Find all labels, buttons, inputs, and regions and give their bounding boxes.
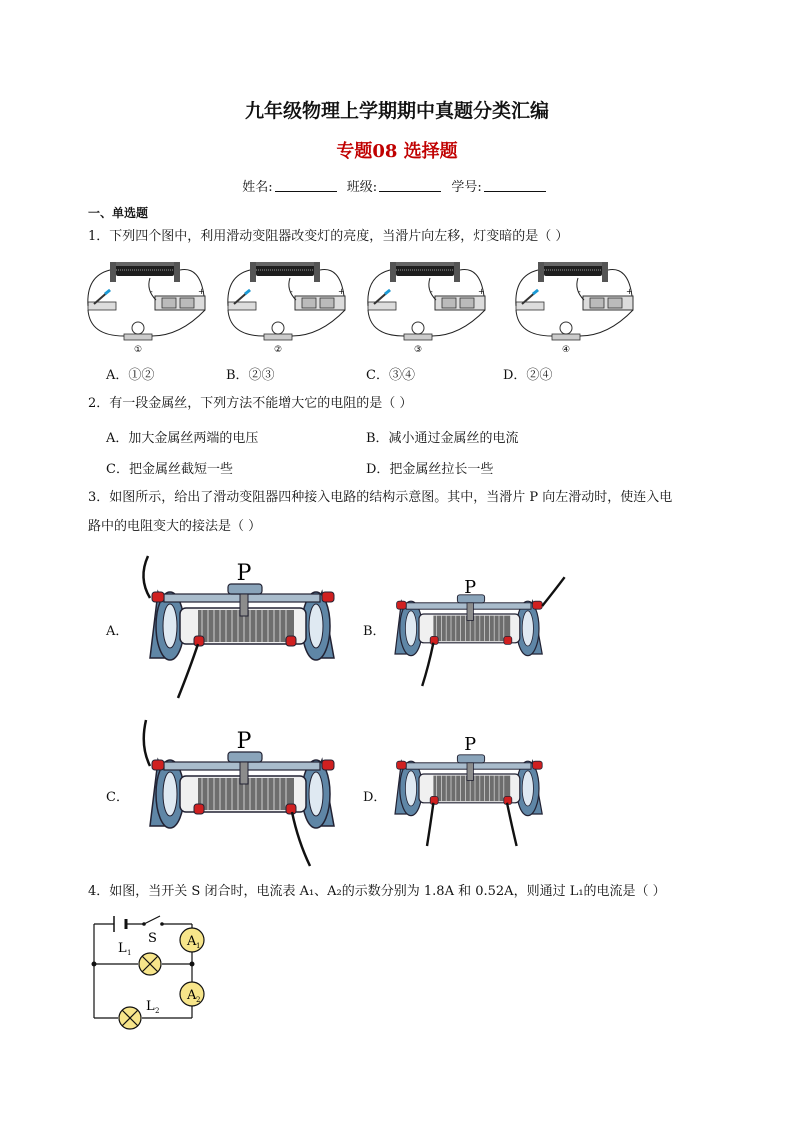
question-2-stem: 2．有一段金属丝，下列方法不能增大它的电阻的是（ ） <box>88 396 413 411</box>
figure-label-3: ③ <box>413 345 423 355</box>
q1-option-b[interactable]: B．②③ <box>226 368 275 383</box>
ammeter-a2-sub: 2 <box>196 996 201 1004</box>
ammeter-a1-label: A <box>187 934 197 949</box>
q2-option-b[interactable]: B．减小通过金属丝的电流 <box>366 431 519 446</box>
q3-option-d[interactable]: D． <box>363 790 387 805</box>
lamp-l2-sub: 2 <box>155 1007 160 1015</box>
id-blank <box>484 179 546 192</box>
question-3-stem-line1: 3．如图所示，给出了滑动变阻器四种接入电路的结构示意图。其中，当滑片 P 向左滑动时，使连入电 <box>88 490 673 505</box>
name-label: 姓名: <box>242 180 273 195</box>
q2-option-d[interactable]: D．把金属丝拉长一些 <box>366 462 494 477</box>
switch-label: S <box>148 931 157 946</box>
lamp-l2-label: L <box>146 999 155 1014</box>
rheostat-d <box>395 735 542 846</box>
ammeter-a2-label: A <box>187 988 197 1003</box>
q1-option-c[interactable]: C．③④ <box>366 368 415 383</box>
figure-label-2: ② <box>273 345 283 355</box>
q3-option-b[interactable]: B． <box>363 624 386 639</box>
figure-label-1: ① <box>133 345 143 355</box>
student-info <box>0 176 794 195</box>
ammeter-a1-sub: 1 <box>196 942 201 950</box>
class-blank <box>379 179 441 192</box>
rheostat-b <box>395 577 565 686</box>
q1-option-d[interactable]: D．②④ <box>503 368 553 383</box>
q2-option-a[interactable]: A．加大金属丝两端的电压 <box>106 431 259 446</box>
question-4-circuit <box>88 906 218 1030</box>
slider-label-a: P <box>236 561 252 586</box>
q2-option-c[interactable]: C．把金属丝截短一些 <box>106 462 233 477</box>
section-heading: 一、单选题 <box>88 206 149 220</box>
q3-option-a[interactable]: A． <box>106 624 129 639</box>
class-label: 班级: <box>346 180 378 195</box>
question-4-stem: 4．如图，当开关 S 闭合时，电流表 A₁、A₂的示数分别为 1.8A 和 0.52A，则通过 L₁的电流是（ ） <box>88 884 666 899</box>
rheostat-c <box>144 720 334 866</box>
figure-label-4: ④ <box>561 345 571 355</box>
question-1-figures <box>80 256 640 356</box>
lamp-l1-label: L <box>118 941 127 956</box>
slider-label-d: P <box>464 735 477 755</box>
question-3-stem-line2: 路中的电阻变大的接法是（ ） <box>88 519 262 534</box>
page-title: 九年级物理上学期期中真题分类汇编 <box>244 100 549 122</box>
rheostat-a <box>143 556 334 698</box>
question-3-figures <box>120 548 580 878</box>
page-subtitle: 专题08 选择题 <box>336 141 458 162</box>
id-label: 学号: <box>451 180 482 195</box>
q1-option-a[interactable]: A．①② <box>106 368 155 383</box>
name-blank <box>275 179 337 192</box>
slider-label-b: P <box>464 578 477 599</box>
lamp-l1-sub: 1 <box>127 949 132 957</box>
q3-option-c[interactable]: C． <box>106 790 129 805</box>
slider-label-c: P <box>236 729 252 754</box>
question-1-stem: 1．下列四个图中，利用滑动变阻器改变灯的亮度，当滑片向左移，灯变暗的是（ ） <box>88 229 569 244</box>
